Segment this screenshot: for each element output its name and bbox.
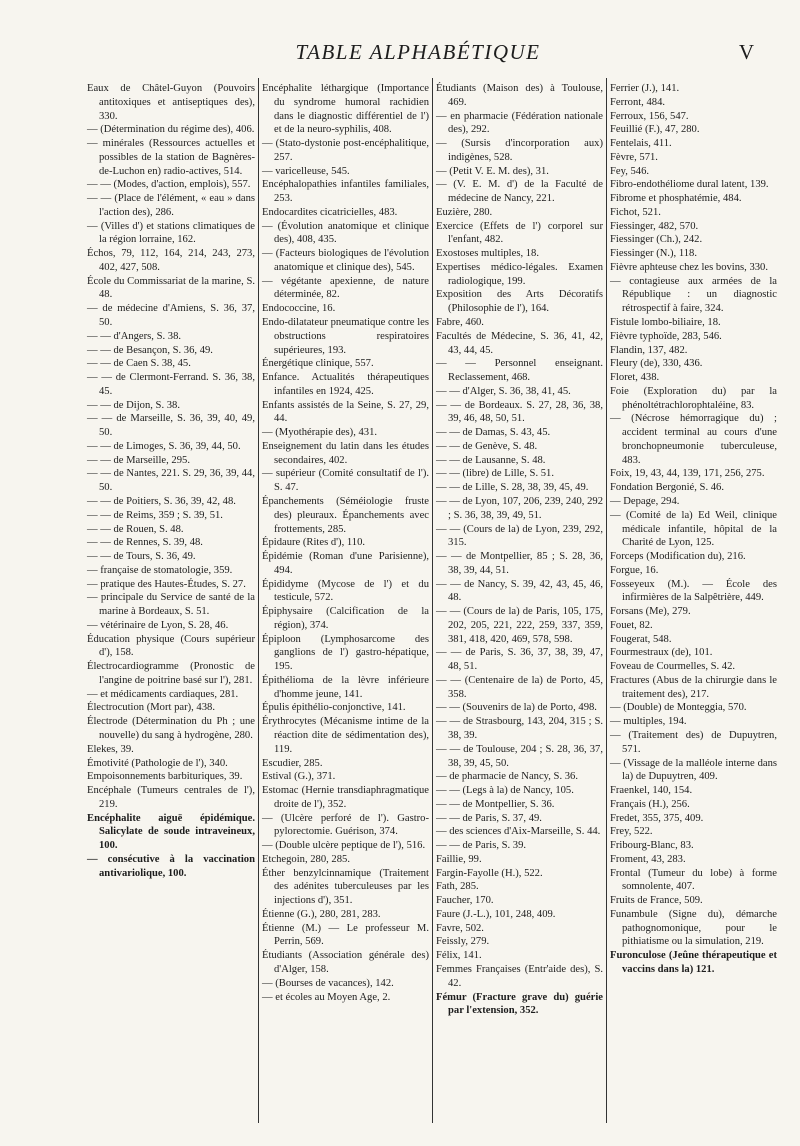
index-entry: — (Double ulcère peptique de l'), 516. [262,840,426,852]
index-entry: Fraenkel, 140, 154. [610,785,693,797]
index-entry: — — de Dijon, S. 38. [87,399,180,411]
index-entry: — — de Nancy, S. 39, 42, 43, 45, 46, 48. [436,578,603,604]
page-number: V [738,40,754,64]
index-entry: Fondation Bergonié, S. 46. [610,482,724,494]
index-entry: Foveau de Courmelles, S. 42. [610,661,736,673]
index-entry: Froment, 43, 283. [610,853,686,865]
index-entry: Etchegoin, 280, 285. [262,853,350,865]
index-entry: — — de Lille, S. 28, 38, 39, 45, 49. [436,482,589,494]
index-entry: Épiploon (Lymphosarcome des ganglions de l') gastro-hépatique, 195. [262,633,429,673]
index-entry: Épithélioma de la lèvre inférieure d'homme jeune, 141. [262,674,429,700]
index-entry: — — (Souvenirs de la) de Porto, 498. [436,702,597,714]
index-entry: — — de Caen S. 38, 45. [87,358,191,370]
index-entry: — — d'Angers, S. 38. [87,330,182,342]
index-entry: Fourmestraux (de), 101. [610,647,713,659]
index-entry: Fey, 546. [610,165,650,177]
index-entry: — des sciences d'Aix-Marseille, S. 44. [436,826,601,838]
index-entry: — — (Legs à la) de Nancy, 105. [436,785,574,797]
index-entry: Faucher, 170. [436,895,494,907]
index-entry: — (V. E. M. d') de la Faculté de médecine de Nancy, 221. [436,179,603,205]
index-entry: Français (H.), 256. [610,798,690,810]
index-entry: Feuillié (F.), 47, 280. [610,124,700,136]
page-header [82,34,754,74]
index-entry: Fistule lombo-biliaire, 18. [610,317,721,329]
index-column-2 [258,78,432,1123]
index-entry: — Depage, 294. [610,495,680,507]
index-entry: Faillie, 99. [436,853,482,865]
index-entry: — — (Modes, d'action, emplois), 557. [87,179,251,191]
index-entry: — — (Centenaire de la) de Porto, 45, 358. [436,674,603,700]
index-entry: Floret, 438. [610,372,660,384]
index-entry: — varicelleuse, 545. [262,165,350,177]
index-entry: Endococcine, 16. [262,303,336,315]
index-entry: — — de Besançon, S. 36, 49. [87,344,213,356]
index-column-3 [432,78,606,1123]
index-entry: — — de Montpellier, S. 36. [436,798,555,810]
index-entry: — — de Rouen, S. 48. [87,523,184,535]
index-entry: — (Double) de Monteggia, 570. [610,702,747,714]
index-entry: — — de Nantes, 221. S. 29, 36, 39, 44, 50. [87,468,255,494]
index-entry: Enfants assistés de la Seine, S. 27, 29, 44. [262,399,429,425]
index-entry: Étienne (G.), 280, 281, 283. [262,908,381,920]
index-entry: — (Petit V. E. M. des), 31. [436,165,549,177]
index-entry: — et médicaments cardiaques, 281. [87,688,239,700]
index-entry: Fargin-Fayolle (H.), 522. [436,867,543,879]
index-entry: Érythrocytes (Mécanisme intime de la réaction dite de sédimentation des), 119. [262,716,429,755]
index-entry: Fiessinger (N.), 118. [610,248,697,260]
index-entry: Éducation physique (Cours supérieur d'), 158. [87,633,255,659]
index-entry: — (Villes d') et stations climatiques de la région lorraine, 162. [87,220,255,246]
index-entry: — (Comité de la) Ed Weil, clinique médicale infantile, hôpital de la Charité de Lyon, 125. [610,509,777,549]
index-entry: Exercice (Effets de l') corporel sur l'enfant, 482. [436,220,603,246]
index-entry: Fièvre typhoïde, 283, 546. [610,330,722,342]
index-entry: Estival (G.), 371. [262,771,336,783]
index-entry: Forceps (Modification du), 216. [610,551,746,563]
index-entry: — (Détermination du régime des), 406. [87,124,255,136]
index-entry: — de pharmacie de Nancy, S. 36. [436,771,578,783]
index-entry: Foie (Exploration du) par la phénoltétrachlorophtaléine, 83. [610,385,777,411]
index-entry: Expertises médico-légales. Examen radiologique, 199. [436,261,603,287]
index-entry: Fibro-endothéliome dural latent, 139. [610,179,769,191]
index-entry: Fleury (de), 330, 436. [610,358,703,370]
index-entry: Fredet, 355, 375, 409. [610,812,704,824]
index-entry: — et écoles au Moyen Age, 2. [262,991,391,1003]
index-entry: Électrode (Détermination du Ph ; une nouvelle) du sang à hydrogène, 280. [87,716,255,741]
index-entry: Encéphalopathies infantiles familiales, 253. [262,179,429,205]
index-entry: Favre, 502. [436,922,484,934]
index-entry: Étudiants (Maison des) à Toulouse, 469. [436,83,603,108]
index-entry: École du Commissariat de la marine, S. 48. [87,275,255,301]
index-entry: Femmes Françaises (Entr'aide des), S. 42. [436,964,603,989]
index-entry: — — de Rennes, S. 39, 48. [87,537,203,549]
index-entry: — (Sursis d'incorporation aux) indigènes, 528. [436,138,603,163]
index-entry: — — de Bordeaux. S. 27, 28, 36, 38, 39, 46, 48, 50, 51. [436,399,603,425]
index-entry: — (Facteurs biologiques de l'évolution anatomique et clinique des), 545. [262,248,429,273]
index-entry: Empoisonnements barbituriques, 39. [87,771,243,783]
index-entry: — (Nécrose hémorragique du) ; accident terminal au cours d'une bronchopneumonie tuberculeuse, 483. [610,413,777,466]
index-entry: Exostoses multiples, 18. [436,248,539,260]
index-entry: — (Traitement des) de Dupuytren, 571. [610,729,777,755]
index-entry: Encéphale (Tumeurs centrales de l'), 219. [87,785,255,810]
index-entry: Estomac (Hernie transdiaphragmatique droite de l'), 352. [262,785,429,810]
index-entry: — — Personnel enseignant. Reclassement, 468. [436,358,603,384]
index-entry: — multiples, 194. [610,716,687,728]
index-entry: — (Stato-dystonie post-encéphalitique, 257. [262,138,429,163]
index-entry: Facultés de Médecine, S. 36, 41, 42, 43, 44, 45. [436,330,603,356]
index-entry: Étudiants (Association générale des) d'Alger, 158. [262,950,429,975]
index-entry: Fouet, 82. [610,619,653,631]
index-entry: — — de Reims, 359 ; S. 39, 51. [87,509,223,521]
index-entry: Escudier, 285. [262,757,323,769]
index-entry: Encéphalite aiguë épidémique. Salicylate de soude intraveineux, 100. [87,812,255,852]
index-entry: — vétérinaire de Lyon, S. 28, 46. [87,619,229,631]
index-entry: — (Ulcère perforé de l'). Gastro-pylorectomie. Guérison, 374. [262,812,429,838]
index-entry: — — (Cours de la) de Lyon, 239, 292, 315. [436,523,603,549]
index-entry: Endocardites cicatricielles, 483. [262,206,398,218]
index-entry: — minérales (Ressources actuelles et possibles de la station de Bagnères-de-Luchon en) radio-actives, 514. [87,138,255,177]
index-entry: — — de Paris, S. 37, 49. [436,812,542,824]
index-entry: — (Bourses de vacances), 142. [262,977,394,989]
index-entry: — — de Lausanne, S. 48. [436,454,546,466]
index-entry: — — de Paris, S. 39. [436,840,527,852]
index-entry: Étienne (M.) — Le professeur M. Perrin, 569. [262,922,429,948]
index-entry: — (Évolution anatomique et clinique des), 408, 435. [262,220,429,246]
index-entry: Eaux de Châtel-Guyon (Pouvoirs antitoxiques et antiseptiques des), 330. [87,83,255,122]
index-entry: Ferrier (J.), 141. [610,83,680,94]
index-entry: Électrocution (Mort par), 438. [87,702,215,714]
index-entry: — (Vissage de la malléole interne dans la) de Dupuytren, 409. [610,757,777,783]
index-entry: Épanchements (Séméiologie fruste des) pleuraux. Épanchements avec frottements, 285. [262,495,429,535]
index-entry: Ferroux, 156, 547. [610,110,689,122]
index-entry: Fabre, 460. [436,317,484,329]
page-title: TABLE ALPHABÉTIQUE [295,40,541,64]
index-entry: — contagieuse aux armées de la République : un diagnostic rétrospectif à faire, 324. [610,275,777,315]
index-entry: — — de Genève, S. 48. [436,440,538,452]
index-entry: Forgue, 16. [610,564,659,576]
index-entry: Électrocardiogramme (Pronostic de l'angine de poitrine basé sur l'), 281. [87,661,255,686]
index-entry: — végétante apexienne, de nature déterminée, 82. [262,275,429,301]
index-entry: Épulis épithélio-conjonctive, 141. [262,702,406,714]
index-entry: Foix, 19, 43, 44, 139, 171, 256, 275. [610,468,765,480]
index-entry: Flandin, 137, 482. [610,344,688,356]
index-entry: Fèvre, 571. [610,151,658,163]
index-column-4 [606,78,780,1123]
index-entry: Frey, 522. [610,826,653,838]
index-entry: Funambule (Signe du), démarche pathognomonique, pour le pithiatisme ou la simulation, 219. [610,908,777,948]
index-entry: Furonculose (Jeûne thérapeutique et vaccins dans la) 121. [610,950,777,975]
index-entry: Fruits de France, 509. [610,895,703,907]
index-entry: Fath, 285. [436,881,479,893]
index-entry: — supérieur (Comité consultatif de l'). S. 47. [262,468,429,494]
index-column-1 [84,78,258,1123]
index-columns [84,78,780,1123]
index-entry: Fiessinger (Ch.), 242. [610,234,703,246]
index-entry: Épidaure (Rites d'), 110. [262,537,366,549]
index-entry: Enseignement du latin dans les études secondaires, 402. [262,440,429,466]
index-entry: Feissly, 279. [436,936,490,948]
index-entry: Énergétique clinique, 557. [262,358,374,370]
index-entry: Exposition des Arts Décoratifs (Philosophie de l'), 164. [436,289,603,315]
index-entry: — — de Damas, S. 43, 45. [436,427,551,439]
index-entry: — — de Poitiers, S. 36, 39, 42, 48. [87,495,236,507]
index-entry: Échos, 79, 112, 164, 214, 243, 273, 402, 427, 508. [87,248,255,273]
index-entry: Fentelais, 411. [610,138,672,150]
index-entry: Endo-dilatateur pneumatique contre les obstructions respiratoires supérieures, 193. [262,317,429,356]
index-entry: — — de Marseille, 295. [87,454,190,466]
index-entry: — — de Strasbourg, 143, 204, 315 ; S. 38, 39. [436,716,603,741]
index-entry: — — de Toulouse, 204 ; S. 28, 36, 37, 38, 39, 45, 50. [436,743,603,769]
index-entry: Fièvre aphteuse chez les bovins, 330. [610,261,768,273]
index-entry: — en pharmacie (Fédération nationale des), 292. [436,110,603,136]
index-entry: — pratique des Hautes-Études, S. 27. [87,578,246,590]
index-entry: — — de Montpellier, 85 ; S. 28, 36, 38, 39, 44, 51. [436,551,603,576]
index-entry: — consécutive à la vaccination antivariolique, 100. [87,853,255,879]
index-entry: — — d'Alger, S. 36, 38, 41, 45. [436,385,571,397]
index-entry: Faure (J.-L.), 101, 248, 409. [436,908,556,920]
index-entry: — — de Limoges, S. 36, 39, 44, 50. [87,440,241,452]
index-entry: Épidémie (Roman d'une Parisienne), 494. [262,551,429,576]
index-entry: Fosseyeux (M.). — École des infirmières de la Salpêtrière, 449. [610,578,777,604]
index-entry: Forsans (Me), 279. [610,606,691,618]
index-entry: — française de stomatologie, 359. [87,564,233,576]
index-entry: Émotivité (Pathologie de l'), 340. [87,757,228,769]
index-entry: — principale du Service de santé de la marine à Bordeaux, S. 51. [87,592,255,618]
index-entry: Fougerat, 548. [610,633,672,645]
index-entry: — — de Lyon, 107, 206, 239, 240, 292 ; S. 36, 38, 39, 49, 51. [436,495,603,521]
index-entry: Fractures (Abus de la chirurgie dans le traitement des), 217. [610,674,777,700]
index-entry: Fibrome et phosphatémie, 484. [610,193,742,205]
index-entry: Fiessinger, 482, 570. [610,220,699,232]
index-entry: Enfance. Actualités thérapeutiques infantiles en 1924, 425. [262,372,429,397]
index-entry: — — de Tours, S. 36, 49. [87,551,196,563]
index-entry: Épididyme (Mycose de l') et du testicule, 572. [262,578,429,604]
index-entry: — — (Place de l'élément, « eau » dans l'action des), 286. [87,193,255,218]
index-entry: Frontal (Tumeur du lobe) à forme somnolente, 407. [610,867,777,893]
index-entry: Encéphalite léthargique (Importance du syndrome humoral rachidien dans le diagnostic différentiel de l') et de la neuro-syphilis, 408. [262,83,429,136]
index-entry: Euzière, 280. [436,206,493,218]
index-entry: — de médecine d'Amiens, S. 36, 37, 50. [87,303,255,329]
index-entry: Fichot, 521. [610,206,661,218]
index-entry: — — de Paris, S. 36, 37, 38, 39, 47, 48, 51. [436,647,603,673]
index-entry: — — de Clermont-Ferrand. S. 36, 38, 45. [87,372,255,397]
index-entry: Fémur (Fracture grave du) guérie par l'extension, 352. [436,991,603,1017]
index-entry: Félix, 141. [436,950,482,962]
index-entry: Épiphysaire (Calcification de la région), 374. [262,606,429,631]
index-entry: Fribourg-Blanc, 83. [610,840,694,852]
index-entry: — — (Cours de la) de Paris, 105, 175, 202, 205, 221, 222, 259, 337, 359, 381, 418, 420, 469, 578, 598. [436,606,603,645]
index-entry: — — de Marseille, S. 36, 39, 40, 49, 50. [87,413,255,439]
index-entry: — — (libre) de Lille, S. 51. [436,468,554,480]
index-entry: — (Myothérapie des), 431. [262,427,378,439]
index-entry: Ferront, 484. [610,96,666,108]
index-entry: Elekes, 39. [87,743,134,755]
index-entry: Éther benzylcinnamique (Traitement des adénites tuberculeuses par les injections d'), 351. [262,867,429,907]
